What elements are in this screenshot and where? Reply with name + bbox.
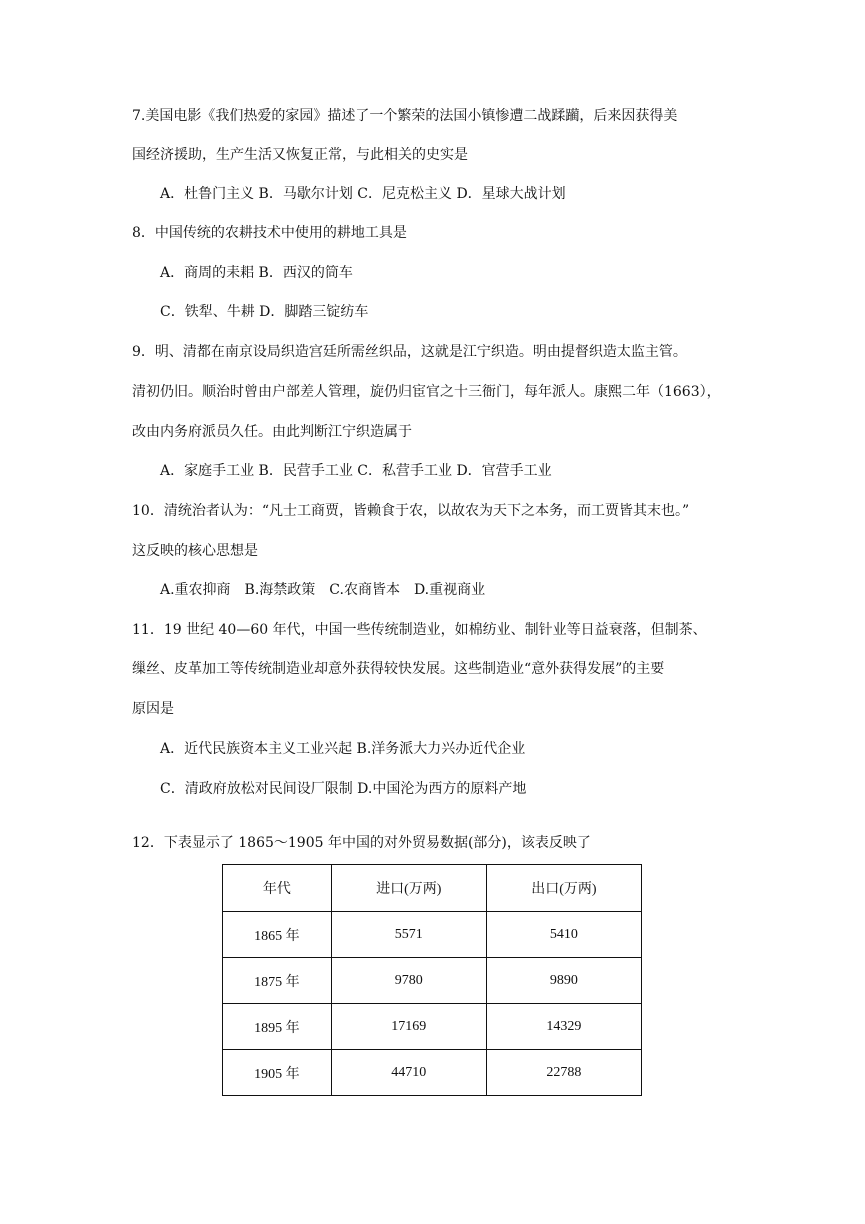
table-cell-export: 9890 bbox=[486, 958, 641, 1004]
question-9-stem-line-3: 改由内务府派员久任。由此判断江宁织造属于 bbox=[132, 424, 412, 440]
table-cell-export: 5410 bbox=[486, 912, 641, 958]
question-11-options-row-1: A．近代民族资本主义工业兴起 B.洋务派大力兴办近代企业 bbox=[160, 741, 526, 757]
table-cell-export: 14329 bbox=[486, 1004, 641, 1050]
table-cell-year: 1905 年 bbox=[223, 1050, 332, 1096]
table-row bbox=[223, 1004, 642, 1050]
table-cell-year: 1895 年 bbox=[223, 1004, 332, 1050]
table-cell-export: 22788 bbox=[486, 1050, 641, 1096]
question-10-stem-line-1: 10．清统治者认为：“凡士工商贾，皆赖食于农，以故农为天下之本务，而工贾皆其末也。” bbox=[132, 503, 690, 519]
question-10-options: A.重农抑商 B.海禁政策 C.农商皆本 D.重视商业 bbox=[160, 582, 486, 598]
question-9-stem-line-1: 9．明、清都在南京设局织造宫廷所需丝织品，这就是江宁织造。明由提督织造太监主管。 bbox=[132, 344, 687, 360]
table-cell-import: 5571 bbox=[331, 912, 486, 958]
table-cell-import: 9780 bbox=[331, 958, 486, 1004]
question-7-stem-line-2: 国经济援助，生产生活又恢复正常，与此相关的史实是 bbox=[132, 147, 468, 163]
question-7-stem-line-1: 7.美国电影《我们热爱的家园》描述了一个繁荣的法国小镇惨遭二战蹂躏，后来因获得美 bbox=[132, 108, 678, 124]
table-row bbox=[223, 912, 642, 958]
question-12-stem: 12．下表显示了 1865～1905 年中国的对外贸易数据(部分)，该表反映了 bbox=[132, 835, 591, 851]
question-11-options-row-2: C．清政府放松对民间设厂限制 D.中国沦为西方的原料产地 bbox=[160, 781, 527, 797]
question-9-stem-line-2: 清初仍旧。顺治时曾由户部差人管理，旋仍归宦官之十三衙门，每年派人。康熙二年（1663）， bbox=[132, 384, 721, 400]
column-header-export: 出口(万两) bbox=[486, 865, 641, 912]
question-7-options: A．杜鲁门主义 B．马歇尔计划 C．尼克松主义 D．星球大战计划 bbox=[160, 186, 566, 202]
table-row bbox=[223, 1050, 642, 1096]
column-header-year: 年代 bbox=[223, 865, 332, 912]
table-cell-year: 1865 年 bbox=[223, 912, 332, 958]
question-9-options: A．家庭手工业 B．民营手工业 C．私营手工业 D．官营手工业 bbox=[160, 463, 552, 479]
question-11-stem-line-2: 缫丝、皮革加工等传统制造业却意外获得较快发展。这些制造业“意外获得发展”的主要 bbox=[132, 661, 665, 677]
table-cell-import: 17169 bbox=[331, 1004, 486, 1050]
table-header-row bbox=[223, 865, 642, 912]
table-cell-year: 1875 年 bbox=[223, 958, 332, 1004]
question-8-options-row-1: A．商周的耒耜 B．西汉的筒车 bbox=[160, 265, 353, 281]
question-8-stem: 8．中国传统的农耕技术中使用的耕地工具是 bbox=[132, 225, 407, 241]
question-11-stem-line-1: 11．19 世纪 40—60 年代，中国一些传统制造业，如棉纺业、制针业等日益衰落，但制茶、 bbox=[132, 622, 707, 638]
question-10-stem-line-2: 这反映的核心思想是 bbox=[132, 543, 258, 559]
column-header-import: 进口(万两) bbox=[331, 865, 486, 912]
question-8-options-row-2: C．铁犁、牛耕 D．脚踏三锭纺车 bbox=[160, 304, 369, 320]
table-cell-import: 44710 bbox=[331, 1050, 486, 1096]
question-11-stem-line-3: 原因是 bbox=[132, 701, 174, 717]
trade-data-table bbox=[222, 864, 642, 1096]
table-row bbox=[223, 958, 642, 1004]
